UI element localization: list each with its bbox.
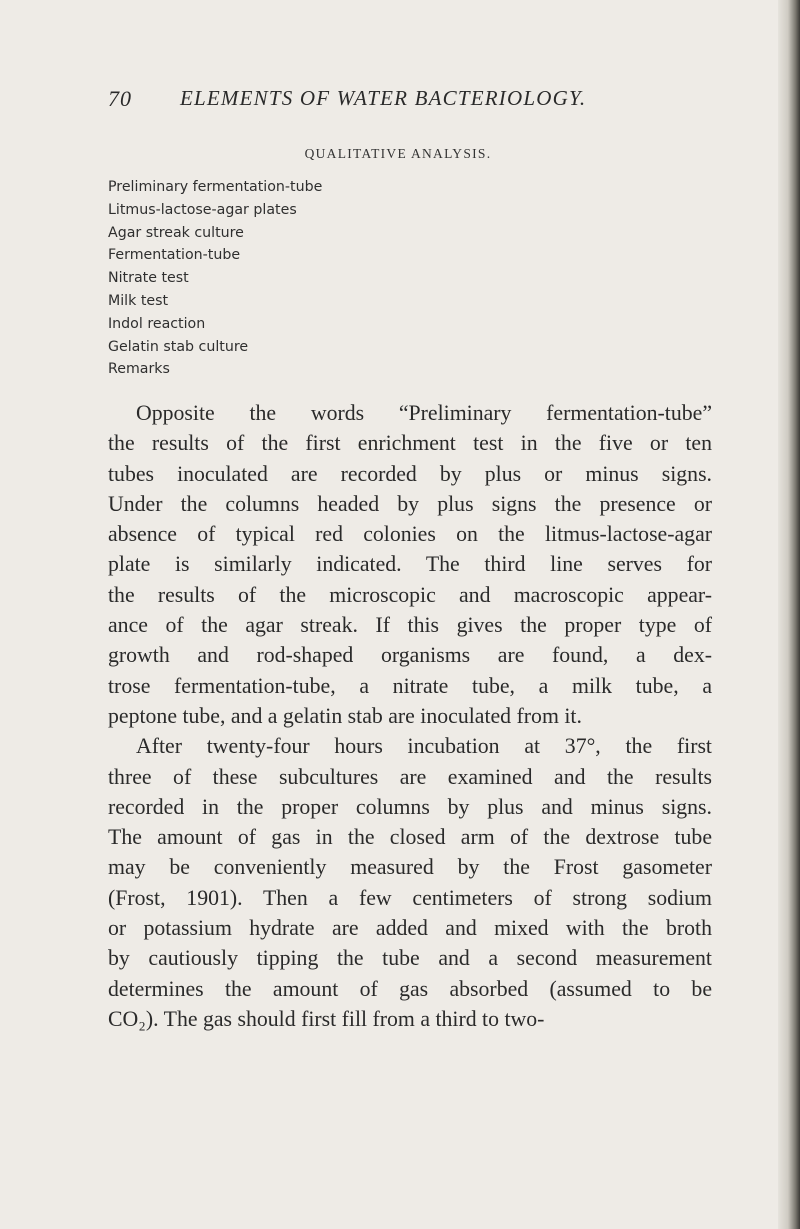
page-number: 70 (108, 86, 132, 111)
list-item: Gelatin stab culture (108, 338, 249, 355)
body-line: plate is similarly indicated. The third line serves for (108, 552, 712, 577)
page-header (0, 86, 800, 126)
body-line: by cautiously tipping the tube and a second measurement (108, 946, 712, 971)
list-item: Milk test (108, 292, 169, 309)
body-line: Under the columns headed by plus signs the presence or (108, 491, 712, 516)
page-binding-shadow (778, 0, 800, 1229)
body-line: the results of the microscopic and macroscopic appear- (108, 582, 712, 607)
body-line: peptone tube, and a gelatin stab are inoculated from it. (108, 703, 582, 728)
body-line: The amount of gas in the closed arm of the dextrose tube (108, 825, 712, 850)
body-text (108, 398, 712, 1034)
body-line: or potassium hydrate are added and mixed with the broth (108, 916, 712, 941)
body-line: (Frost, 1901). Then a few centimeters of strong sodium (108, 885, 712, 910)
body-line: three of these subcultures are examined and the results (108, 764, 712, 789)
list-item: Indol reaction (108, 315, 206, 332)
list-item: Fermentation-tube (108, 247, 241, 264)
body-line: absence of typical red colonies on the litmus-lactose-agar (108, 522, 712, 547)
list-item: Preliminary fermentation-tube (108, 179, 323, 195)
body-line: tubes inoculated are recorded by plus or minus signs. (108, 461, 712, 486)
body-line: recorded in the proper columns by plus and minus signs. (108, 794, 712, 819)
list-item: Agar streak culture (108, 224, 244, 241)
section-title-text: QUALITATIVE ANALYSIS. (304, 146, 492, 161)
body-line: Opposite the words “Preliminary fermentation-tube” (136, 401, 712, 425)
section-title (0, 146, 800, 162)
body-line: the results of the first enrichment test in the five or ten (108, 431, 712, 456)
running-head: ELEMENTS OF WATER BACTERIOLOGY. (180, 86, 587, 110)
list-item: Nitrate test (108, 270, 189, 287)
list-item: Litmus-lactose-agar plates (108, 201, 297, 218)
body-line: growth and rod-shaped organisms are found, a dex- (108, 643, 712, 668)
body-line: determines the amount of gas absorbed (assumed to be (108, 976, 712, 1001)
list-item: Remarks (108, 361, 170, 378)
body-line: ance of the agar streak. If this gives the proper type of (108, 613, 712, 638)
body-line: After twenty-four hours incubation at 37°, the first (136, 734, 712, 759)
body-line: may be conveniently measured by the Frost gasometer (108, 855, 712, 880)
body-line: trose fermentation-tube, a nitrate tube, a milk tube, a (108, 673, 712, 698)
analysis-items-list (108, 176, 322, 381)
body-line: CO₂). The gas should first fill from a third to two- (108, 1006, 545, 1031)
